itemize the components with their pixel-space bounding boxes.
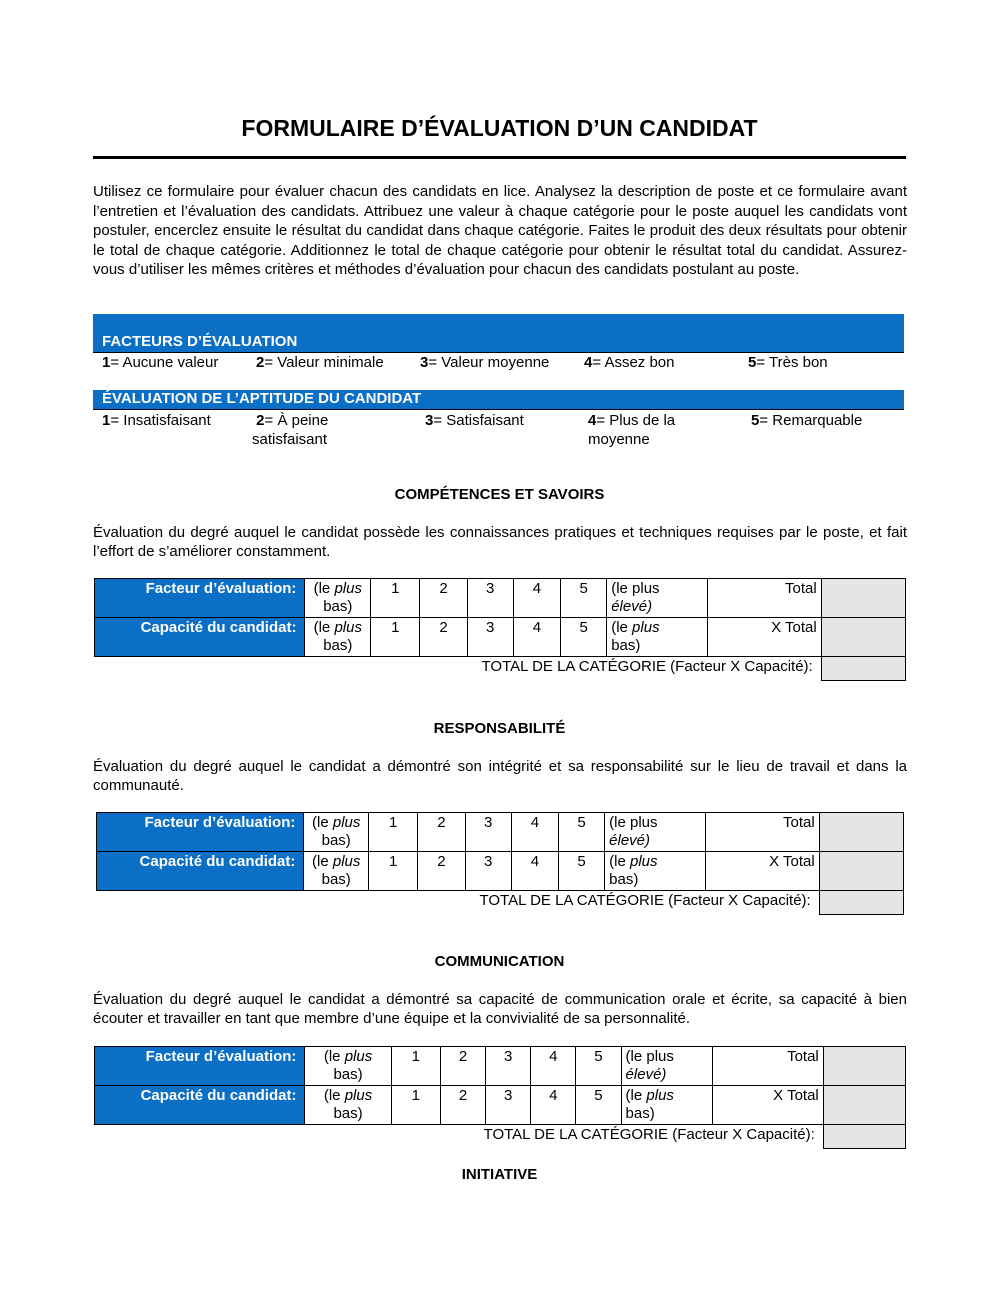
total-label: Total	[712, 1047, 823, 1086]
category-total-field[interactable]	[821, 657, 905, 681]
score-option[interactable]: 3	[465, 813, 511, 852]
capacity-row	[97, 852, 904, 891]
score-option[interactable]: 2	[418, 852, 465, 891]
score-option[interactable]: 5	[561, 579, 607, 618]
score-option[interactable]: 2	[420, 618, 467, 657]
title-divider	[93, 156, 906, 159]
section-description: Évaluation du degré auquel le candidat a démontré sa capacité de communication orale et écrite, sa capacité à bien écouter et travailler en tant que membre d’une équipe et la convivialité de sa personnalité.	[93, 991, 907, 1027]
section-heading: COMMUNICATION	[434, 953, 565, 970]
high-label: (le plus bas)	[605, 852, 706, 891]
section-heading: COMPÉTENCES ET SAVOIRS	[394, 486, 605, 503]
high-label: (le plus élevé)	[605, 813, 706, 852]
total-field[interactable]	[819, 813, 903, 852]
category-total-field[interactable]	[823, 1125, 905, 1149]
factor-row	[95, 579, 906, 618]
capacity-row	[95, 1086, 906, 1125]
low-label: (le plus bas)	[304, 813, 369, 852]
aptitude-scale-item: 2= À peine satisfaisant	[252, 412, 329, 448]
x-total-label: X Total	[707, 618, 821, 657]
factor-row	[95, 1047, 906, 1086]
factor-row	[97, 813, 904, 852]
category-total-row	[97, 891, 904, 915]
total-label: Total	[707, 579, 821, 618]
category-total-row	[95, 657, 906, 681]
score-option[interactable]: 1	[391, 1047, 440, 1086]
score-option[interactable]: 5	[576, 1047, 621, 1086]
category-total-label: TOTAL DE LA CATÉGORIE (Facteur X Capacité):	[481, 658, 813, 675]
high-label: (le plus bas)	[607, 618, 708, 657]
score-option[interactable]: 4	[513, 618, 560, 657]
low-label: (le plus bas)	[305, 1086, 391, 1125]
category-total-row	[95, 1125, 906, 1149]
total-field[interactable]	[823, 1047, 905, 1086]
score-option[interactable]: 4	[513, 579, 560, 618]
x-total-label: X Total	[712, 1086, 823, 1125]
factor-label: Facteur d’évaluation:	[95, 579, 305, 618]
score-option[interactable]: 5	[561, 618, 607, 657]
score-option[interactable]: 4	[531, 1086, 576, 1125]
score-option[interactable]: 2	[420, 579, 467, 618]
factor-scale-item: 3= Valeur moyenne	[420, 354, 550, 371]
factor-scale-item: 4= Assez bon	[584, 354, 675, 371]
section-heading: RESPONSABILITÉ	[433, 720, 566, 737]
page-title: FORMULAIRE D’ÉVALUATION D’UN CANDIDAT	[241, 115, 758, 141]
factor-scale-item: 5= Très bon	[748, 354, 828, 371]
total-label: Total	[705, 813, 819, 852]
score-option[interactable]: 3	[486, 1086, 531, 1125]
x-total-field[interactable]	[819, 852, 903, 891]
category-total-label: TOTAL DE LA CATÉGORIE (Facteur X Capacité):	[483, 1126, 815, 1143]
low-label: (le plus bas)	[305, 579, 371, 618]
capacity-label: Capacité du candidat:	[95, 1086, 305, 1125]
x-total-field[interactable]	[821, 618, 905, 657]
aptitude-scale-item: 4= Plus de la moyenne	[588, 412, 676, 448]
high-label: (le plus élevé)	[621, 1047, 712, 1086]
factor-label: Facteur d’évaluation:	[97, 813, 304, 852]
section-heading: INITIATIVE	[461, 1166, 538, 1183]
evaluation-table	[94, 578, 906, 681]
score-option[interactable]: 5	[558, 813, 604, 852]
factors-heading: FACTEURS D’ÉVALUATION	[102, 333, 298, 350]
aptitude-heading: ÉVALUATION DE L’APTITUDE DU CANDIDAT	[102, 390, 422, 407]
capacity-label: Capacité du candidat:	[97, 852, 304, 891]
score-option[interactable]: 4	[531, 1047, 576, 1086]
score-option[interactable]: 1	[371, 579, 420, 618]
high-label: (le plus élevé)	[607, 579, 708, 618]
aptitude-scale-item: 3= Satisfaisant	[425, 412, 524, 429]
category-total-field[interactable]	[819, 891, 903, 915]
high-label: (le plus bas)	[621, 1086, 712, 1125]
low-label: (le plus bas)	[305, 618, 371, 657]
score-option[interactable]: 1	[371, 618, 420, 657]
low-label: (le plus bas)	[304, 852, 369, 891]
category-total-label: TOTAL DE LA CATÉGORIE (Facteur X Capacité):	[479, 892, 811, 909]
score-option[interactable]: 3	[467, 579, 513, 618]
score-option[interactable]: 1	[391, 1086, 440, 1125]
x-total-field[interactable]	[823, 1086, 905, 1125]
total-field[interactable]	[821, 579, 905, 618]
score-option[interactable]: 5	[558, 852, 604, 891]
section-description: Évaluation du degré auquel le candidat a démontré son intégrité et sa responsabilité sur le lieu de travail et dans la communauté.	[93, 758, 907, 794]
evaluation-table	[96, 812, 904, 915]
score-option[interactable]: 5	[576, 1086, 621, 1125]
factor-label: Facteur d’évaluation:	[95, 1047, 305, 1086]
intro-paragraph: Utilisez ce formulaire pour évaluer chacun des candidats en lice. Analysez la description de poste et ce formulaire avant l’entretien et l’évaluation des candidats. Attribuez une valeur à chaque catégorie pour le poste auquel les candidats vont postuler, encerclez ensuite le résultat du candidat dans chaque catégorie. Faites le produit des deux résultats pour obtenir le total de chaque catégorie. Additionnez le total de chaque catégorie pour obtenir le résultat total du candidat. Assurez-vous d’utiliser les mêmes critères et méthodes d’évaluation pour chacun des candidats postulant au poste.	[93, 183, 907, 278]
score-option[interactable]: 3	[467, 618, 513, 657]
factor-scale-item: 2= Valeur minimale	[256, 354, 384, 371]
score-option[interactable]: 2	[440, 1086, 485, 1125]
x-total-label: X Total	[705, 852, 819, 891]
section-description: Évaluation du degré auquel le candidat possède les connaissances pratiques et techniques requises par le poste, et fait l’effort de s’améliorer constamment.	[93, 524, 907, 560]
capacity-label: Capacité du candidat:	[95, 618, 305, 657]
capacity-row	[95, 618, 906, 657]
factors-band	[93, 314, 904, 352]
score-option[interactable]: 2	[440, 1047, 485, 1086]
aptitude-scale-item: 1= Insatisfaisant	[102, 412, 211, 429]
low-label: (le plus bas)	[305, 1047, 391, 1086]
score-option[interactable]: 4	[511, 852, 558, 891]
aptitude-scale-item: 5= Remarquable	[751, 412, 863, 429]
aptitude-band	[93, 390, 904, 409]
evaluation-table	[94, 1046, 906, 1149]
score-option[interactable]: 4	[511, 813, 558, 852]
factor-scale-item: 1= Aucune valeur	[102, 354, 219, 371]
score-option[interactable]: 3	[486, 1047, 531, 1086]
score-option[interactable]: 3	[465, 852, 511, 891]
score-option[interactable]: 1	[369, 813, 418, 852]
score-option[interactable]: 2	[418, 813, 465, 852]
band-divider	[93, 409, 904, 410]
score-option[interactable]: 1	[369, 852, 418, 891]
